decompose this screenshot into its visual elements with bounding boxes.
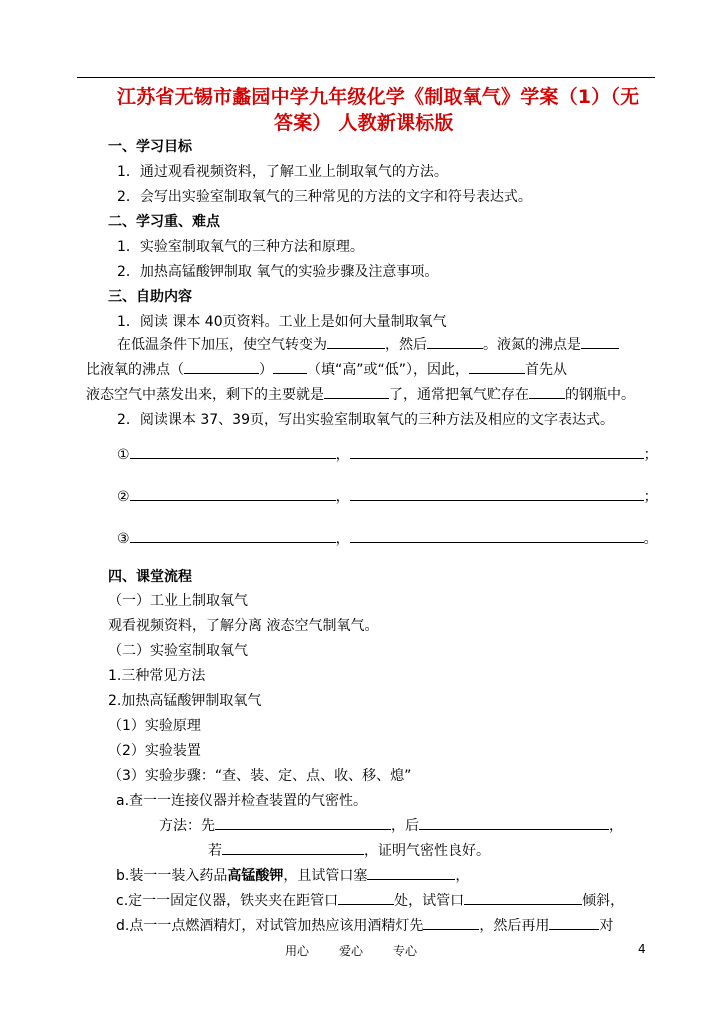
page-number: 4 [638,942,646,956]
paragraph-text: 比液氧的沸点（ [86,362,184,378]
answer-line-1 [117,444,658,464]
step-d [116,915,613,935]
goal-item-1: 1．通过观看视频资料，了解工业上制取氧气的方法。 [117,164,448,180]
paragraph-text: （填“高”或“低”），因此， [307,362,470,378]
paragraph-text: 在低温条件下加压，使空气转变为 [117,337,327,353]
blank-field[interactable] [549,915,599,930]
step-text: ， [455,868,470,884]
footer-item-1: 用心 [285,944,310,958]
step-text: ，然后再用 [479,918,550,934]
paragraph-text: 了，通常把氧气贮存在 [389,387,529,403]
sub-apparatus: （2）实验装置 [108,743,201,759]
step-c [116,890,624,910]
section-class-flow-heading: 四、课堂流程 [108,569,192,585]
section-learning-goals-heading: 一、学习目标 [108,139,192,155]
header-rule [77,77,655,78]
blank-field[interactable] [273,359,307,374]
answer-blank[interactable] [130,486,336,501]
method-text: ， [609,818,623,834]
section-key-points-heading: 二、学习重、难点 [108,214,220,230]
document-title-line2: 答案） 人教新课标版 [274,112,454,134]
paragraph-text: 首先从 [525,362,568,378]
paragraph-text: 。液氮的沸点是 [483,337,581,353]
item-three-methods: 1.三种常见方法 [108,668,206,684]
step-bold-text: 高锰酸钾 [227,868,284,884]
blank-field[interactable] [427,334,483,349]
answer-blank[interactable] [350,486,644,501]
blank-field[interactable] [529,384,565,399]
blank-field[interactable] [469,359,525,374]
blank-field[interactable] [327,334,385,349]
line-end: ； [643,489,658,505]
footer-item-3: 专心 [393,944,418,958]
separator: ， [335,489,350,505]
answer-blank[interactable] [350,444,644,459]
blank-field[interactable] [419,815,609,830]
method-label: 方法：先 [159,818,215,834]
step-text: ，且试管口塞 [283,868,368,884]
paragraph-text: ，然后 [385,337,427,353]
key-point-1: 1．实验室制取氧气的三种方法和原理。 [117,239,364,255]
section-self-study-heading: 三、自助内容 [108,289,192,305]
blank-field[interactable] [215,815,391,830]
blank-field[interactable] [338,890,394,905]
document-title-line1: 江苏省无锡市蠡园中学九年级化学《制取氧气》学案（1）（无 [117,86,640,108]
paragraph-text: ） [259,362,273,378]
part-industrial: （一）工业上制取氧气 [108,593,248,609]
blank-field[interactable] [464,890,582,905]
answer-blank[interactable] [130,528,336,543]
step-text: c.定一一固定仪器，铁夹夹在距管口 [116,893,339,909]
item-heating-kmno4: 2.加热高锰酸钾制取氧气 [108,693,262,709]
paragraph-line-2 [86,359,567,379]
marker-3: ③ [117,531,130,547]
paragraph-text: 的钢瓶中。 [565,387,635,403]
step-b [116,865,469,885]
line-end: ； [643,447,658,463]
step-text: d.点一一点燃酒精灯，对试管加热应该用酒精灯先 [116,918,424,934]
key-point-2: 2．加热高锰酸钾制取 氧气的实验步骤及注意事项。 [117,264,439,280]
step-text: 倾斜， [582,893,625,909]
answer-line-3 [117,528,658,548]
self-study-question-2: 2．阅读课本 37、39页，写出实验室制取氧气的三种方法及相应的文字表达式。 [117,412,614,428]
part-industrial-text: 观看视频资料，了解分离 液态空气制氧气。 [108,618,379,634]
blank-field[interactable] [184,359,259,374]
method-line [159,815,623,835]
self-study-question-1: 1．阅读 课本 40页资料。工业上是如何大量制取氧气 [117,314,447,330]
paragraph-text: 液态空气中蒸发出来，剩下的主要就是 [86,387,324,403]
part-laboratory: （二）实验室制取氧气 [108,643,248,659]
blank-field[interactable] [222,840,364,855]
answer-blank[interactable] [350,528,644,543]
if-text: ，证明气密性良好。 [364,843,490,859]
blank-field[interactable] [324,384,389,399]
separator: ， [335,447,350,463]
sub-steps: （3）实验步骤：“查、装、定、点、收、移、熄” [108,768,412,784]
if-label: 若 [208,843,222,859]
goal-item-2: 2．会写出实验室制取氧气的三种常见的方法的文字和符号表达式。 [117,189,532,205]
method-text: ，后 [391,818,419,834]
blank-field[interactable] [423,915,479,930]
blank-field[interactable] [367,865,455,880]
if-line [208,840,490,860]
answer-blank[interactable] [130,444,336,459]
step-text: 处，试管口 [394,893,465,909]
paragraph-line-1 [117,334,619,354]
sub-principle: （1）实验原理 [108,718,201,734]
marker-2: ② [117,489,130,505]
line-end: 。 [643,531,658,547]
marker-1: ① [117,447,130,463]
paragraph-line-3 [86,384,635,404]
step-a: a.查一一连接仪器并检查装置的气密性。 [116,793,368,809]
separator: ， [335,531,350,547]
step-text: 对 [599,918,614,934]
footer-item-2: 爱心 [339,944,364,958]
step-text: b.装一一装入药品 [116,868,228,884]
answer-line-2 [117,486,658,506]
blank-field[interactable] [581,334,619,349]
